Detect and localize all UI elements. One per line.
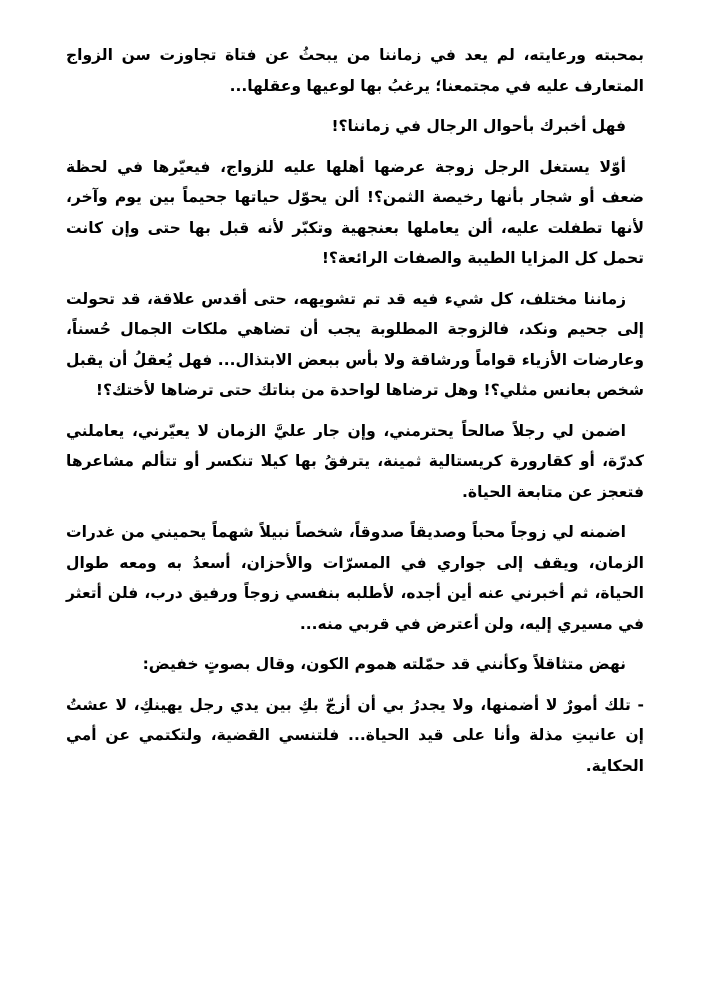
paragraph-3: أوّلا يستغل الرجل زوجة عرضها أهلها عليه للزواج، فيعيّرها في لحظة ضعف أو شجار بأنها رخيصة الثمن؟! ألن يحوّل حياتها جحيماً بين يوم وآخر، لأنها تطفلت عليه، ألن يعاملها بعنجهية وتكبّر لأنه قبل بها حتى وإن كانت تحمل كل المزايا الطيبة والصفات الرائعة؟!	[66, 157, 644, 267]
document-page	[66, 40, 644, 791]
paragraph-6: اضمنه لي زوجاً محباً وصديقاً صدوقاً، شخصاً نبيلاً شهماً يحميني من غدرات الزمان، ويقف إلى جواري في المسرّات والأحزان، أسعدُ به ومعه طوال الحياة، ثم أخبرني عنه أين أجده، لأطلبه بنفسي زوجاً ورفيق درب، فلن أتعثر في مسيري إليه، ولن أعترض في قربي منه...	[66, 523, 644, 633]
paragraph-2: فهل أخبرك بأحوال الرجال في زماننا؟!	[331, 117, 626, 135]
paragraph-5: اضمن لي رجلاً صالحاً يحترمني، وإن جار عليَّ الزمان لا يعيّرني، يعاملني كدرّة، أو كقارورة كريستالية ثمينة، يترفقُ بها كيلا تنكسر أو تتألم مشاعرها فتعجز عن متابعة الحياة.	[66, 421, 644, 501]
paragraph-7: نهض متثاقلاً وكأنني قد حمّلته هموم الكون، وقال بصوتٍ خفيض:	[142, 655, 626, 673]
paragraph-4: زماننا مختلف، كل شيء فيه قد تم تشويهه، حتى أقدس علاقة، قد تحولت إلى جحيم ونكد، فالزوجة المطلوبة يجب أن تضاهي ملكات الجمال حُسناً، وعارضات الأزياء قواماً ورشاقة ولا بأس ببعض الابتذال... فهل يُعقلُ أن يقبل شخص بعانس مثلي؟! وهل ترضاها لواحدة من بناتك حتى ترضاها لأختك؟!	[66, 289, 644, 399]
paragraph-1: بمحبته ورعايته، لم يعد في زماننا من يبحثُ عن فتاة تجاوزت سن الزواج المتعارف عليه في مجتمعنا؛ يرغبُ بها لوعيها وعقلها...	[66, 46, 644, 95]
paragraph-8: - تلك أمورٌ لا أضمنها، ولا يجدرُ بي أن أزجّ بكِ بين يدي رجل يهينكِ، لا عشتُ إن عانيتِ مذلة وأنا على قيد الحياة... فلتنسي القضية، ولتكتمي عن أمي الحكاية.	[66, 695, 644, 775]
